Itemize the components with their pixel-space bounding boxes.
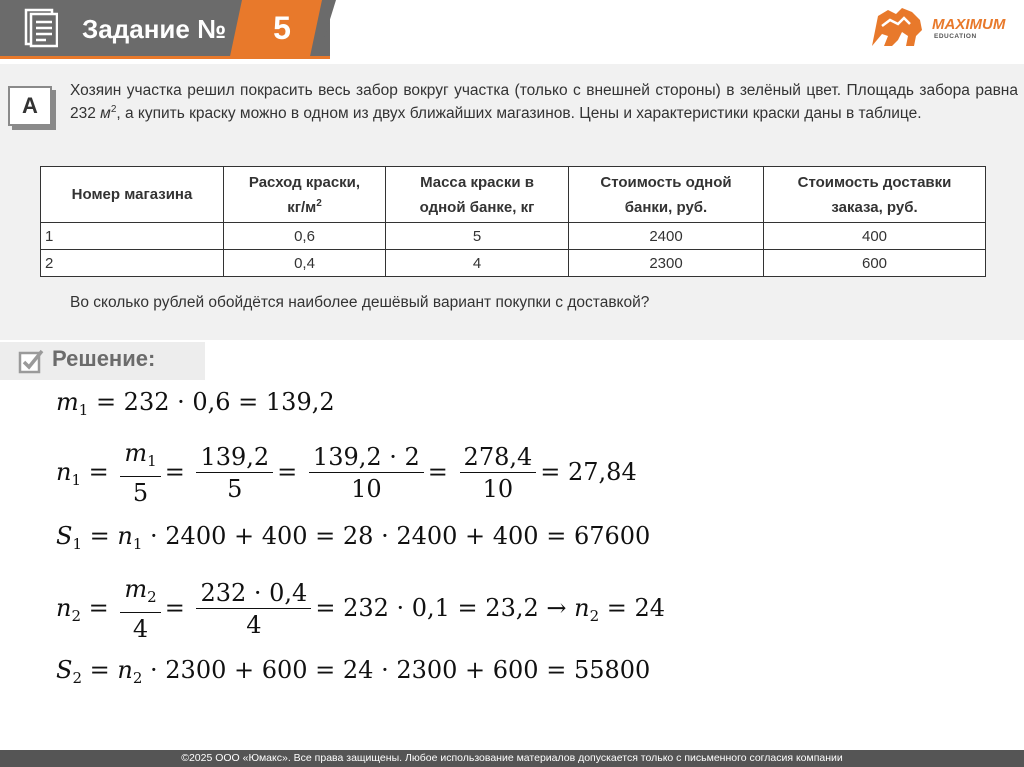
- solution-line-1: $m_1 = 232 \cdot 0,6 = 139,2$: [56, 388, 335, 419]
- col-header-delivery: Стоимость доставки заказа, руб.: [764, 167, 986, 223]
- table-row: 1 0,6 5 2400 400: [41, 223, 986, 250]
- paint-table: [40, 166, 986, 277]
- copyright-footer: ©2025 ООО «Юмакс». Все права защищены. Любое использование материалов допускается только с письменного согласия компании: [0, 750, 1024, 767]
- solution-title: Решение:: [52, 346, 156, 371]
- solution-line-3: $S_1 = n_1 \cdot 2400 + 400 = 28 \cdot 2400 + 400 = 67600$: [56, 522, 651, 553]
- col-header-consumption: Расход краски, $кг/м^2$: [224, 167, 386, 223]
- task-statement: Хозяин участка решил покрасить весь забор вокруг участка (только с внешней стороны) в зелёный цвет. Площадь забора равна 232 $м^2$, а купить краску можно в одном из двух ближайших магазинов. Цены и характеристики краски даны в таблице.: [70, 82, 1018, 122]
- task-question: Во сколько рублей обойдётся наиболее дешёвый вариант покупки с доставкой?: [70, 294, 650, 311]
- col-header-shop: Номер магазина: [41, 167, 224, 223]
- task-number: 5: [273, 10, 291, 46]
- checkbox-checked-icon: [18, 348, 44, 374]
- solution-line-4: $n_2$ = $\frac{m_2}{4}$ = $\frac{232 \cdot 0,4}{4}$ = $232 \cdot 0,1 = 23,2 \to n_2 = 24$: [56, 575, 666, 643]
- task-title: Задание №: [82, 14, 227, 44]
- table-header-row: [41, 167, 986, 223]
- col-header-mass: Масса краски в одной банке, кг: [386, 167, 569, 223]
- task-level-badge: А: [8, 86, 52, 126]
- logo-subtext: EDUCATION: [934, 33, 977, 40]
- header: [0, 0, 1024, 64]
- logo-text: MAXIMUM: [932, 16, 1006, 33]
- document-icon: [24, 8, 58, 48]
- solution-line-2: $n_1$ = $\frac{m_1}{5}$ = $\frac{139,2}{5}$ = $\frac{139,2 \cdot 2}{10}$ = $\frac{278,4}{10}$ = 27,84: [56, 439, 637, 507]
- col-header-can-price: Стоимость одной банки, руб.: [569, 167, 764, 223]
- table-row: 2 0,4 4 2300 600: [41, 250, 986, 277]
- solution-line-5: $S_2 = n_2 \cdot 2300 + 600 = 24 \cdot 2300 + 600 = 55800$: [56, 656, 651, 687]
